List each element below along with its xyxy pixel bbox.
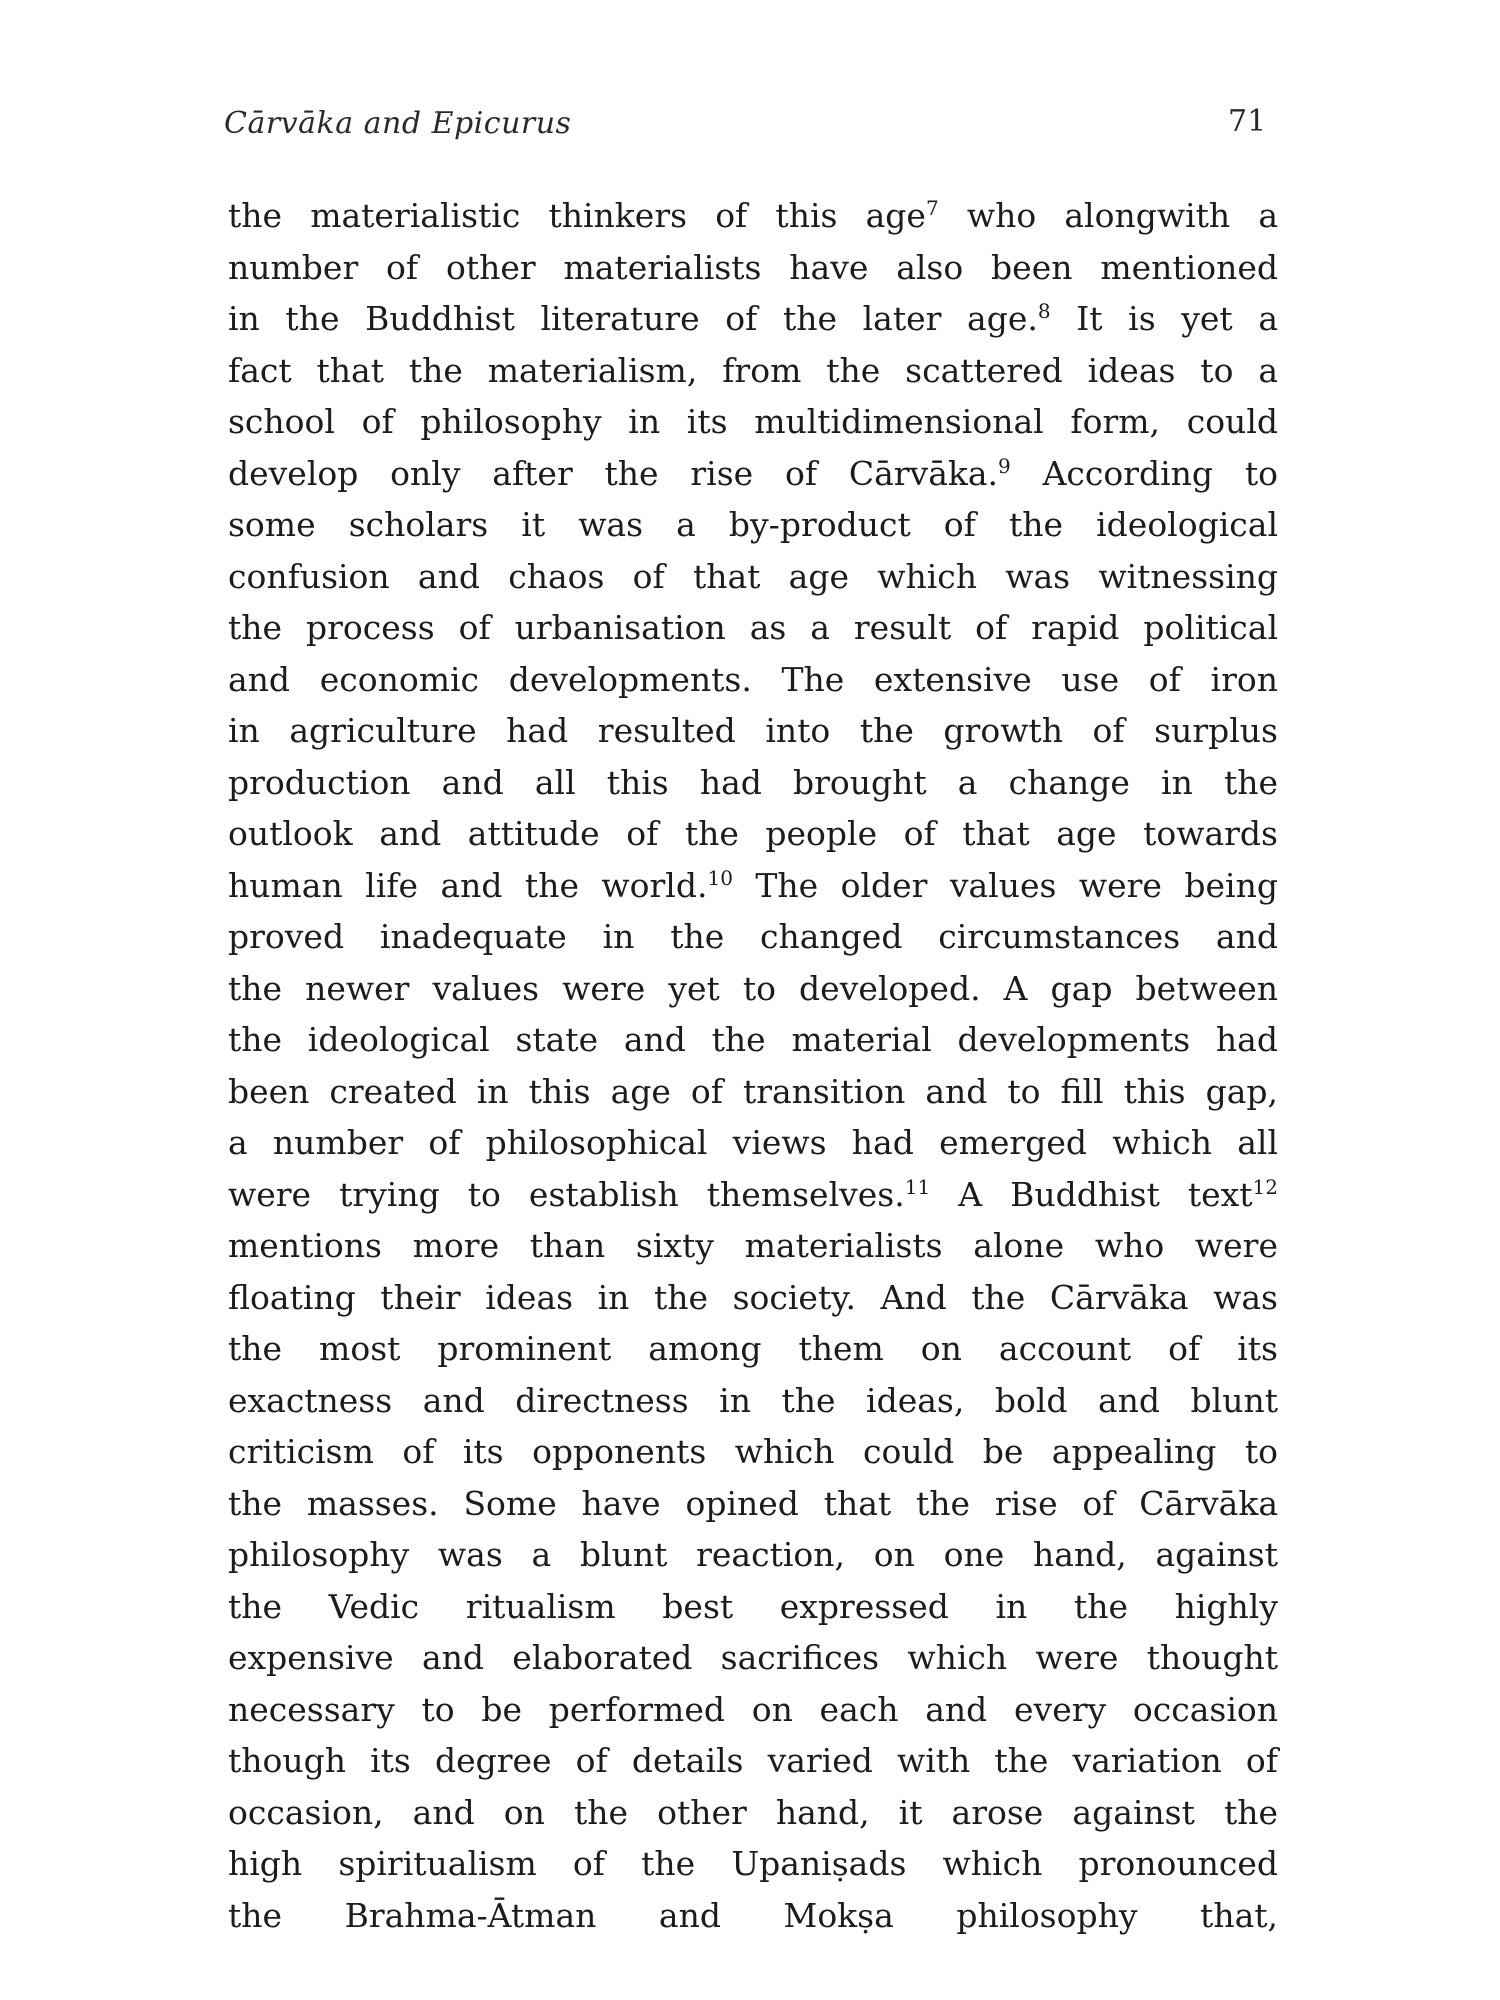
footnote-ref: 11 [904, 1174, 931, 1199]
text-line: in agriculture had resulted into the growth of surplus [228, 711, 1278, 750]
text-line: exactness and directness in the ideas, bold and blunt [228, 1380, 1278, 1420]
text-line: develop only after the rise of Cārvāka.$^9$ According to [228, 453, 1278, 493]
text-line: the Vedic ritualism best expressed in the highly [228, 1586, 1278, 1626]
text-line: outlook and attitude of the people of that age towards [228, 814, 1278, 853]
footnote-ref: 8 [1037, 299, 1051, 323]
text-line: the Brahma-Ātman and Mokṣa philosophy that, [228, 1895, 1278, 1935]
footnote-ref: 12 [1252, 1174, 1278, 1199]
text-line: confusion and chaos of that age which was witnessing [228, 556, 1278, 596]
body-paragraph [228, 190, 1278, 1941]
text-line: the masses. Some have opined that the rise of Cārvāka [228, 1483, 1278, 1523]
text-line: mentions more than sixty materialists alone who were [228, 1226, 1278, 1265]
text-line: fact that the materialism, from the scattered ideas to a [228, 350, 1278, 390]
text-line: necessary to be performed on each and every occasion [228, 1689, 1278, 1729]
text-line: occasion, and on the other hand, it arose against the [228, 1792, 1278, 1832]
text-line: the process of urbanisation as a result of rapid political [228, 608, 1278, 647]
text-line: school of philosophy in its multidimensional form, could [228, 402, 1278, 441]
text-line: expensive and elaborated sacrifices which were thought [228, 1638, 1278, 1677]
footnote-ref: 10 [707, 865, 733, 890]
text-line: proved inadequate in the changed circumstances and [228, 917, 1278, 956]
text-line: the newer values were yet to developed. A gap between [228, 968, 1278, 1008]
text-line: production and all this had brought a change in the [228, 762, 1278, 802]
text-line: criticism of its opponents which could be appealing to [228, 1432, 1278, 1471]
running-title: Cārvāka and Epicurus [224, 106, 572, 141]
footnote-ref: 7 [925, 196, 939, 220]
text-line: philosophy was a blunt reaction, on one hand, against [228, 1535, 1278, 1574]
text-line: in the Buddhist literature of the later age.$^8$ It is yet a [228, 299, 1278, 338]
text-line: some scholars it was a by-product of the ideological [228, 505, 1278, 544]
text-line: and economic developments. The extensive use of iron [228, 659, 1278, 699]
text-line: been created in this age of transition and to fill this gap, [228, 1071, 1278, 1111]
text-line: a number of philosophical views had emerged which all [228, 1123, 1278, 1162]
text-line: number of other materialists have also been mentioned [228, 247, 1278, 287]
text-line: were trying to establish themselves.$^{11}$ A Buddhist text$^{12}$ [228, 1174, 1278, 1214]
text-line: the materialistic thinkers of this age$^7$ who alongwith a [228, 196, 1278, 235]
text-line: high spiritualism of the Upaniṣads which pronounced [228, 1844, 1278, 1883]
footnote-ref: 9 [998, 453, 1011, 478]
page-number: 71 [1228, 104, 1267, 139]
text-line: human life and the world.$^{10}$ The older values were being [228, 865, 1278, 905]
text-line: the most prominent among them on account of its [228, 1329, 1278, 1368]
text-line: the ideological state and the material developments had [228, 1020, 1278, 1059]
text-line: though its degree of details varied with the variation of [228, 1741, 1278, 1780]
text-line: floating their ideas in the society. And the Cārvāka was [228, 1277, 1278, 1317]
